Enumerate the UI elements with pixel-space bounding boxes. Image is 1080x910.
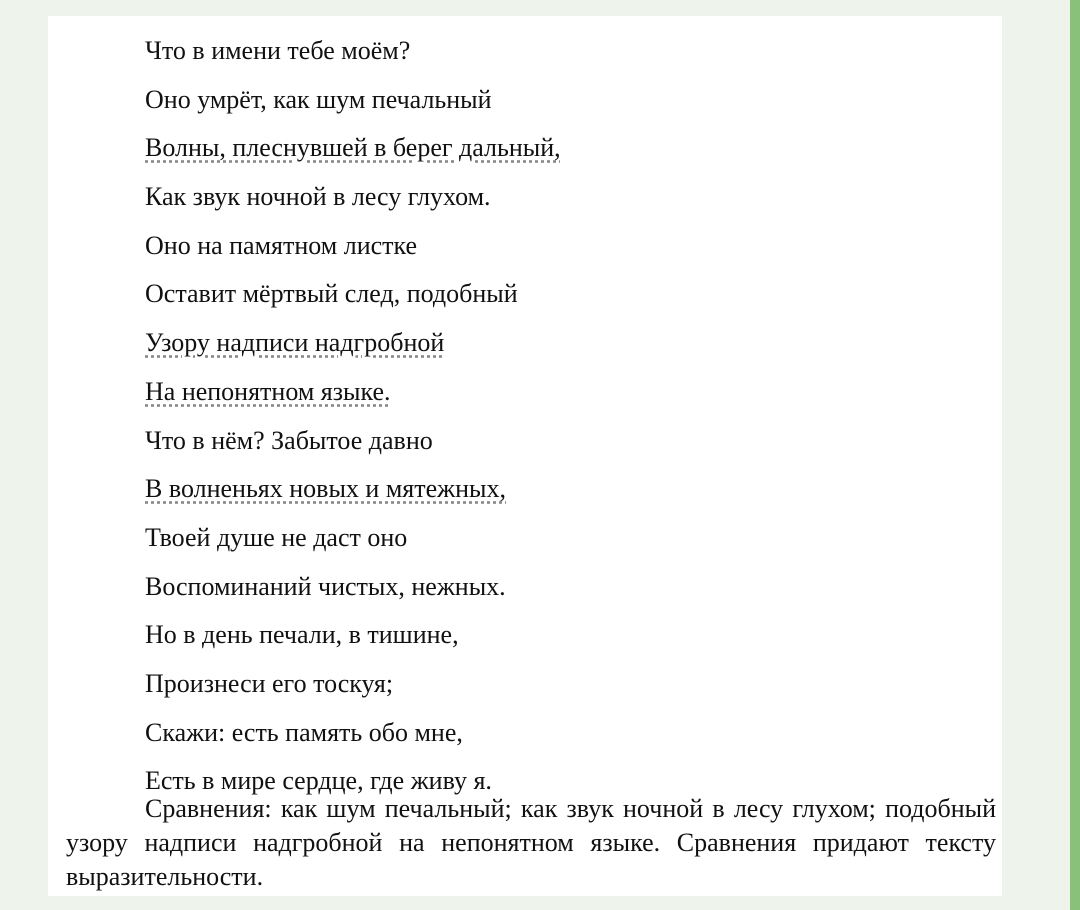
- poem-line: Твоей душе не даст оно: [145, 522, 408, 552]
- poem-line: Оно на памятном листке: [145, 230, 418, 260]
- document-sheet: [48, 16, 1002, 896]
- poem-line: Скажи: есть память обо мне,: [145, 717, 463, 747]
- poem-line: Оставит мёртвый след, подобный: [145, 279, 518, 309]
- poem-line: Есть в мире сердце, где живу я.: [145, 766, 492, 796]
- right-accent-bar: [1070, 0, 1080, 910]
- poem-line: На непонятном языке.: [145, 376, 391, 406]
- poem-line: Оно умрёт, как шум печальный: [145, 84, 492, 114]
- poem: [145, 32, 561, 811]
- poem-line: Как звук ночной в лесу глухом.: [145, 182, 491, 212]
- poem-line: Что в имени тебе моём?: [145, 36, 411, 65]
- poem-line: В волненьях новых и мятежных,: [145, 474, 506, 504]
- poem-line: Воспоминаний чистых, нежных.: [145, 571, 506, 601]
- poem-line: Что в нём? Забытое давно: [145, 425, 433, 455]
- analysis-paragraph: Сравнения: как шум печальный; как звук ночной в лесу глухом; подобный узору надписи надгробной на непонятном языке. Сравнения придают тексту выразительности.: [66, 794, 996, 891]
- poem-line: Произнеси его тоскуя;: [145, 668, 394, 698]
- poem-line: Волны, плеснувшей в берег дальный,: [145, 133, 561, 163]
- poem-line: Узору надписи надгробной: [145, 328, 445, 358]
- poem-line: Но в день печали, в тишине,: [145, 620, 459, 650]
